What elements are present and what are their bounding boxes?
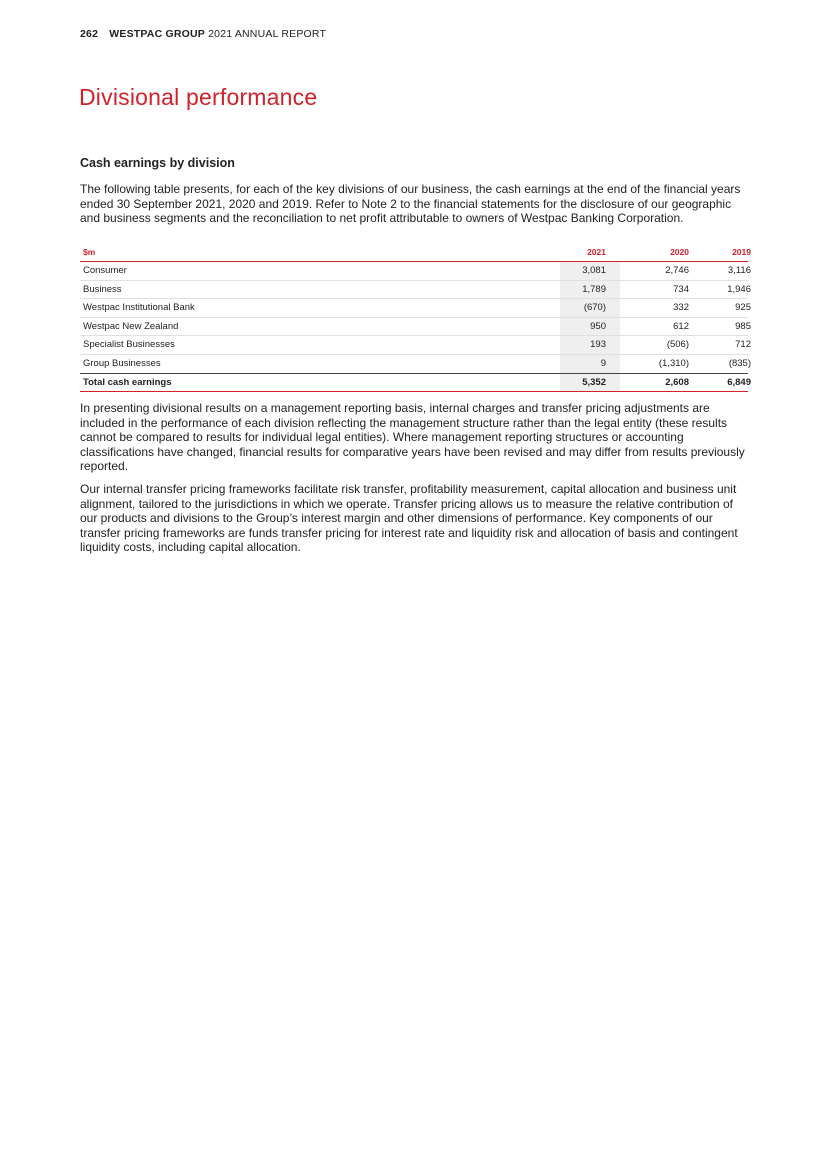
cell-2021: (670) [560, 299, 620, 317]
total-2020: 2,608 [665, 376, 689, 388]
total-label: Total cash earnings [83, 376, 172, 388]
cell-2019: 925 [735, 302, 751, 314]
table-row [80, 336, 751, 355]
cell-2021: 193 [560, 336, 620, 354]
cell-2020: 2,746 [665, 265, 689, 276]
table-row [80, 299, 751, 318]
table-row [80, 281, 751, 300]
column-header: 2019 [732, 247, 751, 257]
cell-2021: 9 [560, 355, 620, 373]
cash-earnings-table [80, 244, 751, 392]
column-header: 2020 [670, 247, 689, 257]
row-label: Group Businesses [83, 357, 161, 369]
total-2019: 6,849 [727, 376, 751, 388]
column-header: $m [83, 247, 96, 257]
cell-2019: (835) [728, 357, 751, 369]
row-label: Westpac New Zealand [83, 320, 179, 332]
cell-2019: 3,116 [727, 265, 751, 276]
table-row [80, 355, 751, 374]
cell-2019: 712 [735, 339, 751, 351]
table-header-row [80, 244, 751, 262]
cell-2020: 612 [673, 320, 689, 332]
table-row [80, 318, 751, 337]
cell-2021: 3,081 [560, 262, 620, 280]
row-label: Specialist Businesses [83, 339, 175, 351]
total-2021: 5,352 [560, 374, 620, 392]
column-header: 2021 [587, 247, 606, 257]
row-label: Westpac Institutional Bank [83, 302, 195, 314]
cell-2020: 734 [673, 283, 689, 295]
cell-2020: (1,310) [658, 357, 689, 369]
body-paragraph: Our internal transfer pricing frameworks facilitate risk transfer, profitability measurement, capital allocation and business unit alignment, tailored to the jurisdictions in which we operate. Transfer pricing allows us to measure the relative contribution of our products and divisions to the Group’s interest margin and other dimensions of performance. Key components of our transfer pricing frameworks are funds transfer pricing for interest rate and liquidity risk and allocation of basis and contingent liquidity costs, including capital allocation. [80, 482, 738, 555]
page-number: 262 [80, 28, 99, 40]
intro-paragraph: The following table presents, for each of the key divisions of our business, the cash earnings at the end of the financial years ended 30 September 2021, 2020 and 2019. Refer to Note 2 to the financial statements for the disclosure of our geographic and business segments and the reconciliation to net profit attributable to owners of Westpac Banking Corporation. [80, 182, 741, 226]
section-heading: Cash earnings by division [80, 156, 235, 170]
row-label: Business [83, 283, 122, 295]
total-row [80, 374, 751, 393]
report-brand: WESTPAC GROUP [109, 28, 205, 40]
row-label: Consumer [83, 265, 127, 276]
cell-2021: 950 [560, 318, 620, 336]
report-title: 2021 ANNUAL REPORT [208, 28, 327, 40]
page-title: Divisional performance [79, 84, 318, 110]
cell-2021: 1,789 [560, 281, 620, 299]
cell-2019: 1,946 [727, 283, 751, 295]
cell-2020: 332 [673, 302, 689, 314]
table-row [80, 262, 751, 281]
cell-2020: (506) [666, 339, 689, 351]
running-head [80, 28, 326, 40]
body-paragraph: In presenting divisional results on a management reporting basis, internal charges and transfer pricing adjustments are included in the performance of each division reflecting the management structure rather than the legal entity (these results cannot be compared to results for individual legal entities). Where management reporting structures or accounting classifications have changed, financial results for comparative years have been revised and may differ from results previously reported. [80, 401, 745, 474]
cell-2019: 985 [735, 320, 751, 332]
